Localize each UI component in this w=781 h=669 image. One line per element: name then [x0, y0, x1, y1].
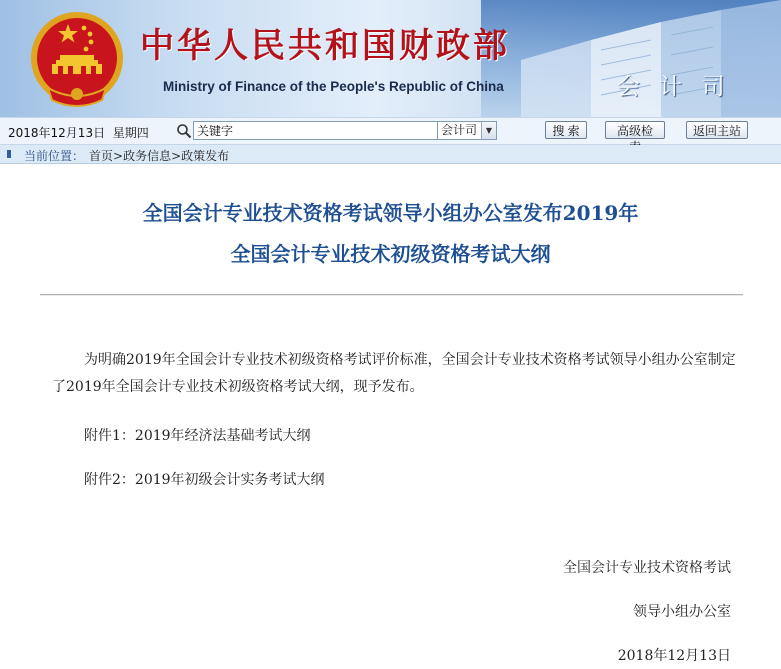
signature-org-line1: 全国会计专业技术资格考试	[563, 560, 731, 576]
site-title-english: Ministry of Finance of the People's Republic of China	[163, 79, 504, 94]
breadcrumb	[0, 145, 781, 164]
article-title-line1: 全国会计专业技术资格考试领导小组办公室发布2019年	[142, 201, 639, 225]
search-icon	[176, 123, 192, 139]
breadcrumb-home-link[interactable]: 首页	[89, 149, 114, 163]
advanced-search-button[interactable]: 高级检	[605, 121, 665, 139]
signature-date: 2018年12月13日	[617, 648, 731, 664]
breadcrumb-label: 当前位置：	[24, 149, 85, 163]
article-paragraph: 为明确2019年全国会计专业技术初级资格考试评价标准，全国会计专业技术资格考试领导小组办公室制定了2019年全国会计专业技术初级资格考试大纲，现予发布。	[52, 352, 736, 395]
signature-org-line2: 领导小组办公室	[633, 604, 731, 620]
breadcrumb-policy-link[interactable]: 政策发布	[181, 149, 230, 163]
dropdown-arrow-icon[interactable]: ▼	[481, 122, 496, 139]
attachment-1-link[interactable]: 附件1：2019年经济法基础考试大纲	[84, 428, 311, 444]
national-emblem-icon	[28, 8, 126, 112]
date-text: 2018年12月13日	[8, 126, 106, 140]
breadcrumb-separator: >	[113, 149, 124, 163]
scope-selected-label: 会计司	[441, 123, 478, 137]
site-title-chinese: 中华人民共和国财政部	[140, 26, 510, 66]
weekday-text: 星期四	[112, 126, 149, 140]
search-scope-select[interactable]	[437, 121, 497, 140]
search-input[interactable]	[193, 121, 441, 140]
breadcrumb-path	[89, 147, 229, 164]
breadcrumb-gov-info-link[interactable]: 政务信息	[123, 149, 172, 163]
search-button[interactable]: 搜 索	[545, 121, 587, 139]
article-title-line2: 全国会计专业技术初级资格考试大纲	[230, 242, 551, 266]
site-banner	[0, 0, 781, 117]
attachment-2-link[interactable]: 附件2：2019年初级会计实务考试大纲	[84, 472, 325, 488]
title-divider	[40, 294, 743, 296]
department-name: 会 计 司	[617, 74, 731, 100]
toolbar	[0, 117, 781, 145]
return-home-button[interactable]: 返回主站	[686, 121, 748, 139]
breadcrumb-marker	[7, 150, 11, 158]
breadcrumb-separator: >	[171, 149, 182, 163]
current-date	[8, 124, 149, 141]
